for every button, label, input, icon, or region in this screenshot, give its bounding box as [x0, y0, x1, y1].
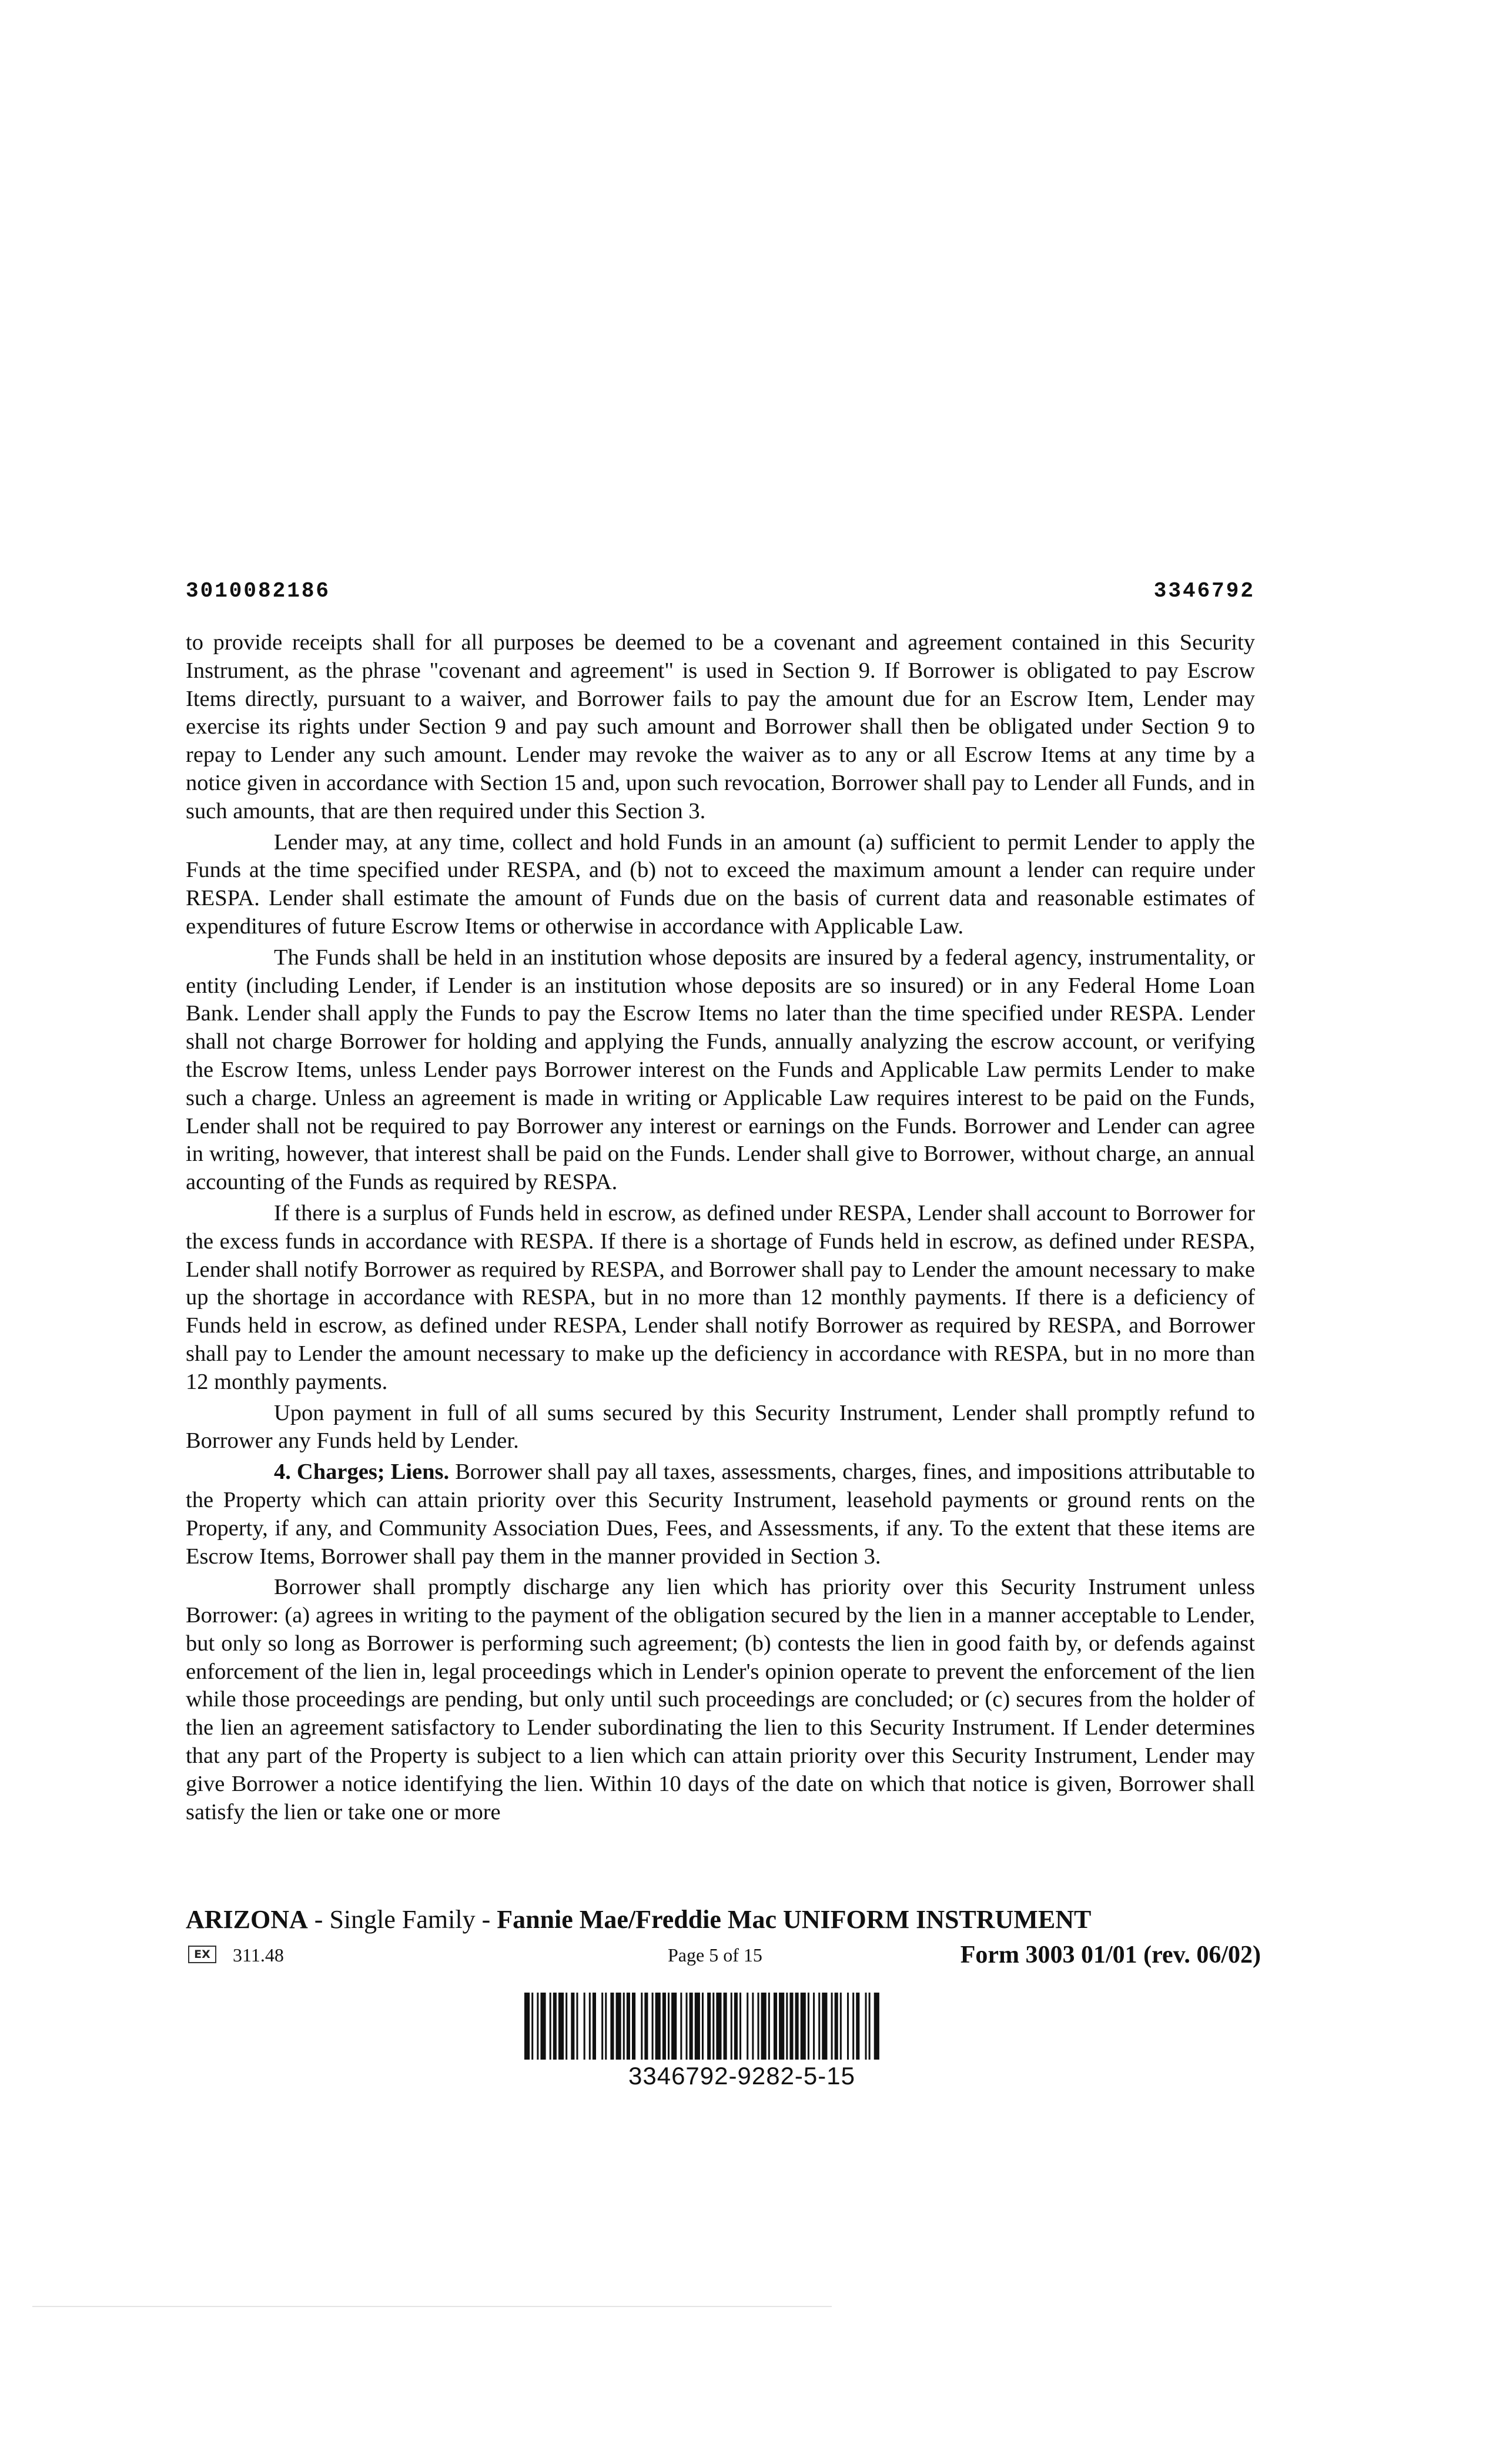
barcode-bar	[531, 1993, 533, 2060]
barcode-bar	[524, 1993, 530, 2060]
loan-number-left: 3010082186	[186, 579, 331, 603]
barcode-bar	[627, 1993, 630, 2060]
barcode-bar	[601, 1993, 603, 2060]
barcode-bar	[550, 1993, 551, 2060]
form-instrument: Fannie Mae/Freddie Mac UNIFORM INSTRUMENT	[497, 1905, 1092, 1934]
barcode-bar	[623, 1993, 625, 2060]
barcode-bar	[707, 1993, 711, 2060]
paragraph-3: The Funds shall be held in an institution whose deposits are insured by a federal agency, instrumentality, or entity (including Lender, if Lender is an institution whose deposits are so insured) or in any Federal Home Loan Bank. Lender shall apply the Funds to pay the Escrow Items no later than the time specified under RESPA. Lender shall not charge Borrower for holding and applying the Funds, annually analyzing the escrow account, or verifying the Escrow Items, unless Lender pays Borrower interest on the Funds and Applicable Law permits Lender to make such a charge. Unless an agreement is made in writing or Applicable Law requires interest to be paid on the Funds, Lender shall not be required to pay Borrower any interest or earnings on the Funds. Borrower and Lender can agree in writing, however, that interest shall be paid on the Funds. Lender shall give to Borrower, without charge, an annual accounting of the Funds as required by RESPA.	[186, 945, 1255, 1195]
barcode-bar	[747, 1993, 748, 2060]
form-title	[186, 1904, 1091, 1934]
barcode-bar	[731, 1993, 732, 2060]
barcode-bar	[641, 1993, 642, 2060]
barcode-bar	[565, 1993, 567, 2060]
barcode-bar	[768, 1993, 770, 2060]
barcode-bar	[818, 1993, 820, 2060]
barcode-bar	[758, 1993, 759, 2060]
barcode-bar	[835, 1993, 838, 2060]
barcode-bar	[874, 1993, 879, 2060]
document-code: 311.48	[233, 1944, 284, 1966]
barcode-bar	[752, 1993, 754, 2060]
barcode-bar	[668, 1993, 670, 2060]
ex-logo-icon: EX	[188, 1946, 216, 1963]
barcode-bar	[576, 1993, 578, 2060]
barcode-bar	[724, 1993, 727, 2060]
paragraph-2: Lender may, at any time, collect and hold Funds in an amount (a) sufficient to permit Lender to apply the Funds at the time specified under RESPA, and (b) not to exceed the maximum amount a lender can require under RESPA. Lender shall estimate the amount of Funds due on the basis of current data and reasonable estimates of expenditures of future Escrow Items or otherwise in accordance with Applicable Law.	[186, 829, 1255, 939]
barcode-bar	[865, 1993, 867, 2060]
barcode-bar	[655, 1993, 661, 2060]
paragraph-1: to provide receipts shall for all purposes be deemed to be a covenant and agreement contained in this Security Instrument, as the phrase "covenant and agreement" is used in Section 9. If Borrower is obligated to pay Escrow Items directly, pursuant to a waiver, and Borrower fails to pay the amount due for an Escrow Item, Lender may exercise its rights under Section 9 and pay such amount and Borrower shall then be obligated under Section 9 to repay to Lender any such amount. Lender may revoke the waiver as to any or all Escrow Items at any time by a notice given in accordance with Section 15 and, upon such revocation, Borrower shall pay to Lender all Funds, and in such amounts, that are then required under this Section 3.	[186, 630, 1255, 823]
barcode-bar	[822, 1993, 827, 2060]
barcode-bar	[779, 1993, 784, 2060]
barcode-bar	[571, 1993, 574, 2060]
barcode-bar	[584, 1993, 585, 2060]
barcode-bar	[869, 1993, 871, 2060]
barcode-bar	[786, 1993, 788, 2060]
barcode-bar	[652, 1993, 654, 2060]
barcode-number: 3346792-9282-5-15	[628, 2062, 855, 2090]
barcode-bar	[680, 1993, 682, 2060]
paragraph-7: Borrower shall promptly discharge any lien which has priority over this Security Instrument unless Borrower: (a) agrees in writing to the payment of the obligation secured by the lien in a manner acceptable to Lender, but only so long as Borrower is performing such agreement; (b) contests the lien in good faith by, or defends against enforcement of the lien in, legal proceedings which in Lender's opinion operate to prevent the enforcement of the lien while those proceedings are pending, but only until such proceedings are concluded; or (c) secures from the holder of the lien an agreement satisfactory to Lender subordinating the lien to this Security Instrument. If Lender determines that any part of the Property is subject to a lien which can attain priority over this Security Instrument, Lender may give Borrower a notice identifying the lien. Within 10 days of the date on which that notice is given, Borrower shall satisfy the lien or take one or more	[186, 1575, 1255, 1824]
barcode-bar	[852, 1993, 854, 2060]
barcode-bar	[610, 1993, 614, 2060]
paragraph-4: If there is a surplus of Funds held in escrow, as defined under RESPA, Lender shall account to Borrower for the excess funds in accordance with RESPA. If there is a shortage of Funds held in escrow, as defined under RESPA, Lender shall notify Borrower as required by RESPA, and Borrower shall pay to Lender the amount necessary to make up the shortage in accordance with RESPA, but in no more than 12 monthly payments. If there is a deficiency of Funds held in escrow, as defined under RESPA, Lender shall notify Borrower as required by RESPA, and Borrower shall pay to Lender the amount necessary to make up the deficiency in accordance with RESPA, but in no more than 12 monthly payments.	[186, 1200, 1255, 1394]
barcode-bar	[690, 1993, 693, 2060]
barcode-bar	[808, 1993, 809, 2060]
form-number: Form 3003 01/01 (rev. 06/02)	[960, 1941, 1261, 1968]
barcode-bar	[840, 1993, 842, 2060]
form-state: ARIZONA	[186, 1905, 308, 1934]
loan-number-right: 3346792	[1153, 579, 1255, 603]
barcode-bar	[553, 1993, 557, 2060]
barcode-bar	[774, 1993, 777, 2060]
barcode-bar	[644, 1993, 648, 2060]
barcode-bar	[716, 1993, 721, 2060]
paragraph-5: Upon payment in full of all sums secured by this Security Instrument, Lender shall promptly refund to Borrower any Funds held by Lender.	[186, 1400, 1255, 1454]
barcode-bar	[686, 1993, 688, 2060]
barcode-bar	[671, 1993, 677, 2060]
scan-artifact-line	[32, 2306, 832, 2307]
barcode-bar	[695, 1993, 700, 2060]
barcode-bar	[856, 1993, 859, 2060]
barcode-bar	[795, 1993, 799, 2060]
barcode-bar	[831, 1993, 833, 2060]
barcode-bar	[662, 1993, 666, 2060]
barcode-bar	[616, 1993, 621, 2060]
barcode-bar	[589, 1993, 591, 2060]
barcode-bar	[847, 1993, 849, 2060]
section-heading-charges-liens: 4. Charges; Liens.	[274, 1459, 450, 1485]
barcode-bar	[540, 1993, 545, 2060]
barcode-bar	[761, 1993, 767, 2060]
barcode-bar	[593, 1993, 596, 2060]
barcode-bar	[702, 1993, 704, 2060]
barcode-bar	[801, 1993, 806, 2060]
barcode-bar	[734, 1993, 738, 2060]
barcode-image	[524, 1993, 959, 2060]
barcode-bar	[712, 1993, 714, 2060]
barcode-bar	[537, 1993, 538, 2060]
form-type: - Single Family -	[307, 1905, 497, 1934]
paragraph-6-text: Borrower shall pay all taxes, assessments, charges, fines, and impositions attributable to the Property which can attain priority over this Security Instrument, leasehold payments or ground rents on the Property, if any, and Community Association Dues, Fees, and Assessments, if any. To the extent that these items are Escrow Items, Borrower shall pay them in the manner provided in Section 3.	[186, 1459, 1256, 1569]
barcode-bar	[789, 1993, 793, 2060]
barcode-bar	[813, 1993, 815, 2060]
document-body	[186, 629, 1255, 1826]
barcode-bar	[558, 1993, 564, 2060]
barcode-bar	[632, 1993, 635, 2060]
form-footer	[186, 1941, 1261, 1970]
paragraph-6	[186, 1458, 1255, 1571]
page-number: Page 5 of 15	[668, 1944, 762, 1966]
barcode-bar	[739, 1993, 741, 2060]
barcode-bar	[605, 1993, 607, 2060]
